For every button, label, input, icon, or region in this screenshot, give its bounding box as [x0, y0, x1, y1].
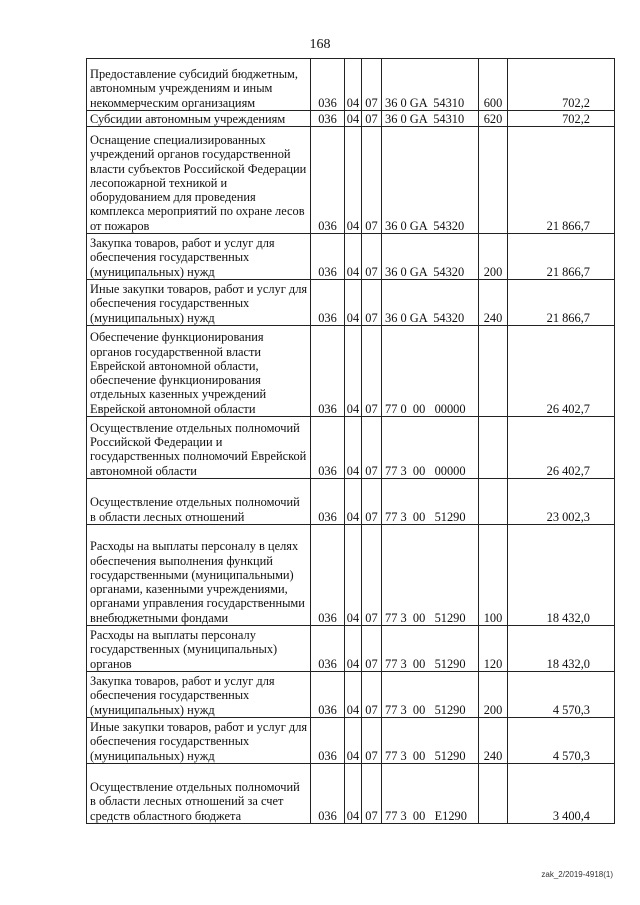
grbs-cell: 036: [311, 672, 345, 718]
section-cell: 04: [345, 525, 362, 626]
amount-cell: 4 570,3: [508, 672, 615, 718]
grbs-cell: 036: [311, 764, 345, 824]
grbs-cell: 036: [311, 111, 345, 127]
section-cell: 04: [345, 127, 362, 234]
section-cell: 04: [345, 326, 362, 417]
amount-cell: 4 570,3: [508, 718, 615, 764]
row-name-cell: Оснащение специализированных учреждений органов государственной власти субъектов Российской Федерации лесопожарной техникой и оборудованием для проведения комплекса мероприятий по охране лесов от пожаров: [87, 127, 311, 234]
expense-type-cell: 240: [479, 718, 508, 764]
subsection-cell: 07: [362, 718, 382, 764]
amount-cell: 26 402,7: [508, 326, 615, 417]
amount-cell: 702,2: [508, 59, 615, 111]
section-cell: 04: [345, 718, 362, 764]
table-row: [87, 764, 615, 824]
table-row: [87, 417, 615, 479]
table-row: [87, 234, 615, 280]
subsection-cell: 07: [362, 111, 382, 127]
expense-type-cell: 620: [479, 111, 508, 127]
target-article-cell: 36 0 GA 54320: [382, 234, 479, 280]
grbs-cell: 036: [311, 417, 345, 479]
amount-cell: 18 432,0: [508, 525, 615, 626]
amount-cell: 3 400,4: [508, 764, 615, 824]
grbs-cell: 036: [311, 280, 345, 326]
amount-cell: 18 432,0: [508, 626, 615, 672]
row-name-cell: Закупка товаров, работ и услуг для обеспечения государственных (муниципальных) нужд: [87, 234, 311, 280]
section-cell: 04: [345, 479, 362, 525]
subsection-cell: 07: [362, 127, 382, 234]
subsection-cell: 07: [362, 280, 382, 326]
row-name-cell: Расходы на выплаты персоналу государственных (муниципальных) органов: [87, 626, 311, 672]
subsection-cell: 07: [362, 326, 382, 417]
section-cell: 04: [345, 59, 362, 111]
table-row: [87, 718, 615, 764]
subsection-cell: 07: [362, 479, 382, 525]
table-row: [87, 672, 615, 718]
table-row: [87, 525, 615, 626]
row-name-cell: Осуществление отдельных полномочий в области лесных отношений за счет средств областного бюджета: [87, 764, 311, 824]
expense-type-cell: [479, 479, 508, 525]
row-name-cell: Осуществление отдельных полномочий в области лесных отношений: [87, 479, 311, 525]
grbs-cell: 036: [311, 525, 345, 626]
grbs-cell: 036: [311, 59, 345, 111]
target-article-cell: 36 0 GA 54310: [382, 59, 479, 111]
grbs-cell: 036: [311, 479, 345, 525]
target-article-cell: 77 0 00 00000: [382, 326, 479, 417]
subsection-cell: 07: [362, 59, 382, 111]
row-name-cell: Осуществление отдельных полномочий Российской Федерации и государственных полномочий Еврейской автономной области: [87, 417, 311, 479]
subsection-cell: 07: [362, 626, 382, 672]
document-code: zak_2/2019-4918(1): [541, 870, 613, 879]
target-article-cell: 77 3 00 51290: [382, 525, 479, 626]
amount-cell: 21 866,7: [508, 127, 615, 234]
amount-cell: 23 002,3: [508, 479, 615, 525]
section-cell: 04: [345, 417, 362, 479]
target-article-cell: 36 0 GA 54320: [382, 127, 479, 234]
section-cell: 04: [345, 234, 362, 280]
subsection-cell: 07: [362, 672, 382, 718]
amount-cell: 21 866,7: [508, 234, 615, 280]
expense-type-cell: 200: [479, 234, 508, 280]
subsection-cell: 07: [362, 234, 382, 280]
target-article-cell: 36 0 GA 54320: [382, 280, 479, 326]
budget-table: [86, 58, 615, 824]
page-number: 168: [309, 37, 331, 52]
target-article-cell: 77 3 00 51290: [382, 479, 479, 525]
grbs-cell: 036: [311, 626, 345, 672]
expense-type-cell: [479, 127, 508, 234]
expense-type-cell: 200: [479, 672, 508, 718]
grbs-cell: 036: [311, 234, 345, 280]
row-name-cell: Расходы на выплаты персоналу в целях обеспечения выполнения функций государственными (муниципальными) органами, казенными учреждениями, органами управления государственными внебюджетными фондами: [87, 525, 311, 626]
expense-type-cell: [479, 326, 508, 417]
table-row: [87, 626, 615, 672]
grbs-cell: 036: [311, 127, 345, 234]
section-cell: 04: [345, 111, 362, 127]
row-name-cell: Закупка товаров, работ и услуг для обеспечения государственных (муниципальных) нужд: [87, 672, 311, 718]
section-cell: 04: [345, 626, 362, 672]
target-article-cell: 77 3 00 00000: [382, 417, 479, 479]
row-name-cell: Предоставление субсидий бюджетным, автономным учреждениям и иным некоммерческим организациям: [87, 59, 311, 111]
table-row: [87, 127, 615, 234]
expense-type-cell: 600: [479, 59, 508, 111]
row-name-cell: Иные закупки товаров, работ и услуг для обеспечения государственных (муниципальных) нужд: [87, 280, 311, 326]
section-cell: 04: [345, 280, 362, 326]
table-row: [87, 280, 615, 326]
target-article-cell: 77 3 00 51290: [382, 718, 479, 764]
amount-cell: 26 402,7: [508, 417, 615, 479]
expense-type-cell: [479, 764, 508, 824]
expense-type-cell: 120: [479, 626, 508, 672]
subsection-cell: 07: [362, 417, 382, 479]
section-cell: 04: [345, 764, 362, 824]
expense-type-cell: [479, 417, 508, 479]
amount-cell: 702,2: [508, 111, 615, 127]
grbs-cell: 036: [311, 718, 345, 764]
amount-cell: 21 866,7: [508, 280, 615, 326]
target-article-cell: 36 0 GA 54310: [382, 111, 479, 127]
subsection-cell: 07: [362, 525, 382, 626]
table-row: [87, 59, 615, 111]
grbs-cell: 036: [311, 326, 345, 417]
expense-type-cell: 100: [479, 525, 508, 626]
expense-type-cell: 240: [479, 280, 508, 326]
row-name-cell: Иные закупки товаров, работ и услуг для обеспечения государственных (муниципальных) нужд: [87, 718, 311, 764]
section-cell: 04: [345, 672, 362, 718]
target-article-cell: 77 3 00 51290: [382, 626, 479, 672]
row-name-cell: Обеспечение функционирования органов государственной власти Еврейской автономной области, обеспечение функционирования отдельных казенных учреждений Еврейской автономной области: [87, 326, 311, 417]
table-row: [87, 111, 615, 127]
target-article-cell: 77 3 00 E1290: [382, 764, 479, 824]
subsection-cell: 07: [362, 764, 382, 824]
target-article-cell: 77 3 00 51290: [382, 672, 479, 718]
table-row: [87, 479, 615, 525]
table-row: [87, 326, 615, 417]
row-name-cell: Субсидии автономным учреждениям: [87, 111, 311, 127]
